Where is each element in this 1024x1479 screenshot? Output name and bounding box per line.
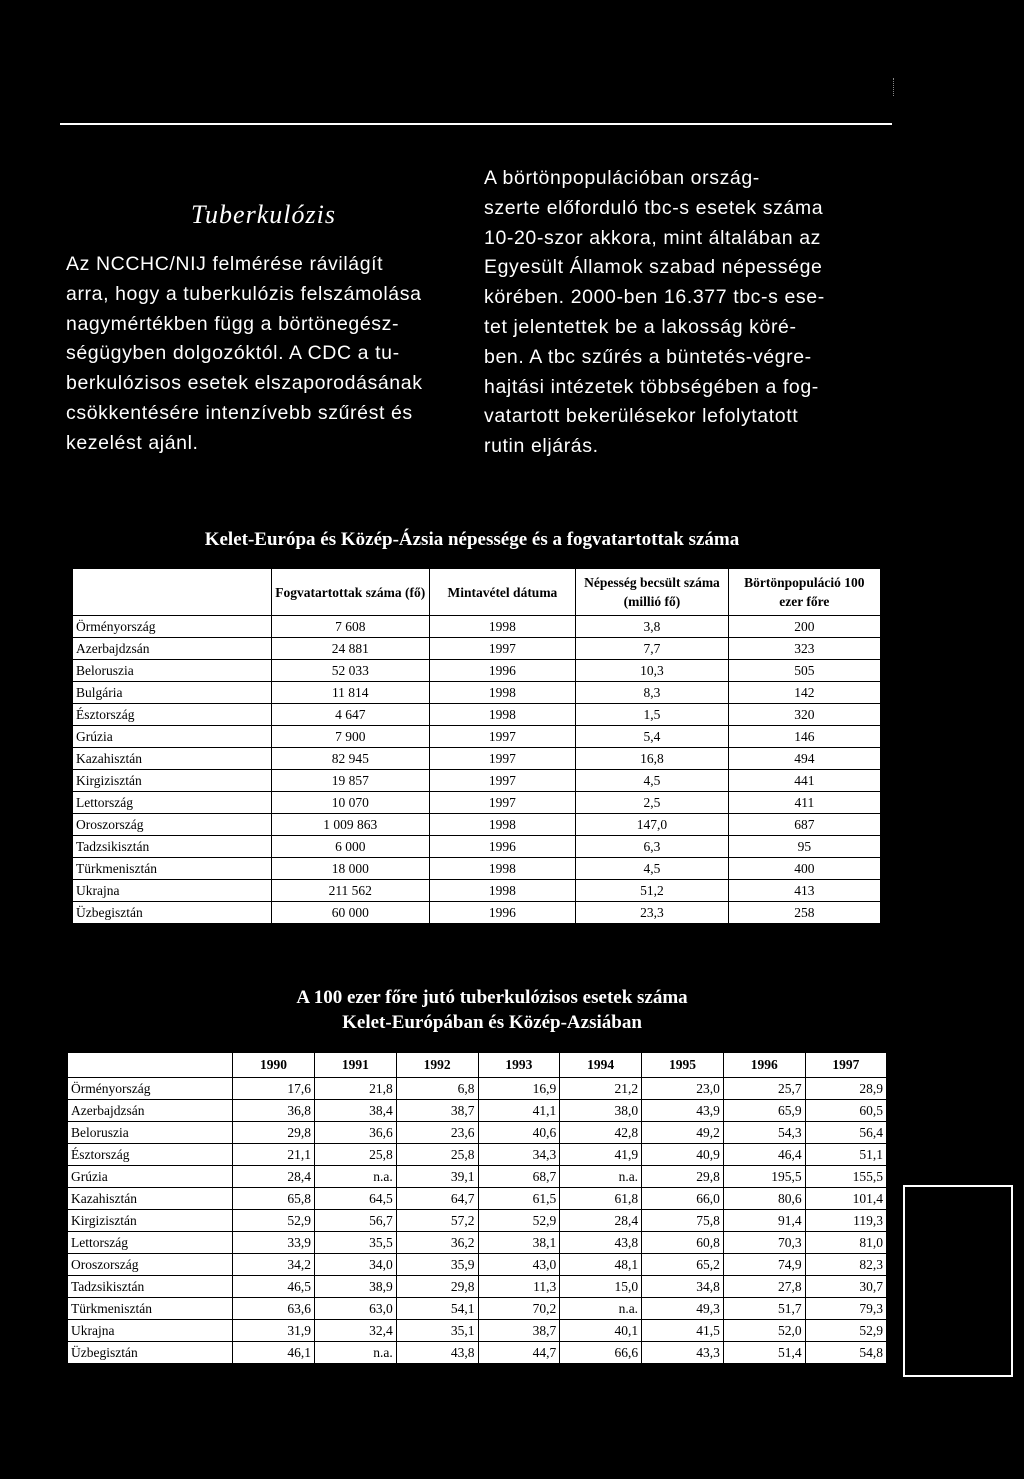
value-cell: 40,1 xyxy=(560,1320,642,1342)
value-cell: 82,3 xyxy=(805,1254,887,1276)
country-cell: Bulgária xyxy=(72,682,271,704)
table-row xyxy=(67,1210,887,1232)
value-cell: 44,7 xyxy=(478,1342,560,1365)
country-cell: Ukrajna xyxy=(72,880,271,902)
value-cell: 441 xyxy=(728,770,881,792)
value-cell: 28,4 xyxy=(560,1210,642,1232)
table-row xyxy=(72,814,881,836)
value-cell: 38,7 xyxy=(396,1100,478,1122)
value-cell: 36,2 xyxy=(396,1232,478,1254)
value-cell: 95 xyxy=(728,836,881,858)
value-cell: 7 608 xyxy=(271,616,429,638)
value-cell: 119,3 xyxy=(805,1210,887,1232)
value-cell: 38,9 xyxy=(314,1276,396,1298)
value-cell: 6 000 xyxy=(271,836,429,858)
value-cell: 411 xyxy=(728,792,881,814)
top-rule xyxy=(60,123,892,125)
table-row xyxy=(67,1276,887,1298)
value-cell: 687 xyxy=(728,814,881,836)
value-cell: 36,6 xyxy=(314,1122,396,1144)
value-cell: 56,7 xyxy=(314,1210,396,1232)
value-cell: 400 xyxy=(728,858,881,880)
country-cell: Tadzsikisztán xyxy=(72,836,271,858)
country-cell: Észtország xyxy=(67,1144,233,1166)
side-box xyxy=(903,1185,1013,1377)
country-cell: Kazahisztán xyxy=(72,748,271,770)
value-cell: 39,1 xyxy=(396,1166,478,1188)
table-row xyxy=(72,836,881,858)
value-cell: 38,4 xyxy=(314,1100,396,1122)
table-row xyxy=(67,1320,887,1342)
header-corner xyxy=(72,568,271,616)
value-cell: 41,1 xyxy=(478,1100,560,1122)
value-cell: 63,6 xyxy=(233,1298,315,1320)
value-cell: 155,5 xyxy=(805,1166,887,1188)
value-cell: 70,2 xyxy=(478,1298,560,1320)
value-cell: 35,1 xyxy=(396,1320,478,1342)
table2-title-line1: A 100 ezer főre jutó tuberkulózisos esetek száma xyxy=(296,987,688,1008)
value-cell: 1 009 863 xyxy=(271,814,429,836)
country-cell: Türkmenisztán xyxy=(67,1298,233,1320)
value-cell: 75,8 xyxy=(642,1210,724,1232)
value-cell: 1998 xyxy=(429,682,576,704)
value-cell: 1998 xyxy=(429,880,576,902)
table-row xyxy=(67,1342,887,1365)
table1-title: Kelet-Európa és Közép-Ázsia népessége és a fogvatartottak száma xyxy=(204,529,740,550)
value-cell: 81,0 xyxy=(805,1232,887,1254)
value-cell: 320 xyxy=(728,704,881,726)
value-cell: 258 xyxy=(728,902,881,925)
value-cell: 66,0 xyxy=(642,1188,724,1210)
value-cell: 38,7 xyxy=(478,1320,560,1342)
value-cell: 142 xyxy=(728,682,881,704)
value-cell: 51,7 xyxy=(723,1298,805,1320)
country-cell: Ukrajna xyxy=(67,1320,233,1342)
country-cell: Azerbajdzsán xyxy=(72,638,271,660)
value-cell: 1997 xyxy=(429,748,576,770)
table-row xyxy=(67,1298,887,1320)
value-cell: 57,2 xyxy=(396,1210,478,1232)
value-cell: 43,9 xyxy=(642,1100,724,1122)
value-cell: 51,1 xyxy=(805,1144,887,1166)
column-header: 1994 xyxy=(560,1052,642,1078)
right-column xyxy=(484,164,899,462)
value-cell: 7,7 xyxy=(576,638,729,660)
value-cell: 505 xyxy=(728,660,881,682)
column-header: 1990 xyxy=(233,1052,315,1078)
value-cell: 1996 xyxy=(429,660,576,682)
value-cell: 15,0 xyxy=(560,1276,642,1298)
value-cell: 29,8 xyxy=(396,1276,478,1298)
value-cell: 11,3 xyxy=(478,1276,560,1298)
column-header: Börtönpopuláció 100 ezer főre xyxy=(728,568,881,616)
value-cell: 48,1 xyxy=(560,1254,642,1276)
value-cell: 49,2 xyxy=(642,1122,724,1144)
value-cell: 54,8 xyxy=(805,1342,887,1365)
value-cell: 46,1 xyxy=(233,1342,315,1365)
table-row xyxy=(72,748,881,770)
table-row xyxy=(72,704,881,726)
value-cell: 16,9 xyxy=(478,1078,560,1100)
table-row xyxy=(67,1188,887,1210)
value-cell: 147,0 xyxy=(576,814,729,836)
value-cell: 1997 xyxy=(429,770,576,792)
country-cell: Kazahisztán xyxy=(67,1188,233,1210)
value-cell: 25,8 xyxy=(314,1144,396,1166)
value-cell: 64,7 xyxy=(396,1188,478,1210)
value-cell: 25,8 xyxy=(396,1144,478,1166)
country-cell: Oroszország xyxy=(67,1254,233,1276)
value-cell: 91,4 xyxy=(723,1210,805,1232)
country-cell: Örményország xyxy=(67,1078,233,1100)
value-cell: 1998 xyxy=(429,858,576,880)
value-cell: 23,0 xyxy=(642,1078,724,1100)
country-cell: Türkmenisztán xyxy=(72,858,271,880)
value-cell: 29,8 xyxy=(233,1122,315,1144)
tuberculosis-rate-table xyxy=(66,1051,888,1365)
value-cell: 46,4 xyxy=(723,1144,805,1166)
value-cell: 34,8 xyxy=(642,1276,724,1298)
value-cell: 200 xyxy=(728,616,881,638)
table-row xyxy=(67,1122,887,1144)
value-cell: n.a. xyxy=(560,1166,642,1188)
value-cell: 36,8 xyxy=(233,1100,315,1122)
column-header: 1996 xyxy=(723,1052,805,1078)
value-cell: 63,0 xyxy=(314,1298,396,1320)
value-cell: 34,2 xyxy=(233,1254,315,1276)
value-cell: 413 xyxy=(728,880,881,902)
country-cell: Észtország xyxy=(72,704,271,726)
value-cell: 1997 xyxy=(429,726,576,748)
value-cell: 80,6 xyxy=(723,1188,805,1210)
value-cell: 65,9 xyxy=(723,1100,805,1122)
value-cell: 52 033 xyxy=(271,660,429,682)
value-cell: 1998 xyxy=(429,814,576,836)
table-row xyxy=(72,726,881,748)
value-cell: 21,2 xyxy=(560,1078,642,1100)
value-cell: 5,4 xyxy=(576,726,729,748)
value-cell: 43,0 xyxy=(478,1254,560,1276)
value-cell: 28,9 xyxy=(805,1078,887,1100)
table-row xyxy=(72,770,881,792)
value-cell: 4 647 xyxy=(271,704,429,726)
value-cell: 1996 xyxy=(429,902,576,925)
section-heading: Tuberkulózis xyxy=(191,200,336,229)
value-cell: 30,7 xyxy=(805,1276,887,1298)
table-row xyxy=(67,1078,887,1100)
country-cell: Lettország xyxy=(72,792,271,814)
value-cell: 195,5 xyxy=(723,1166,805,1188)
value-cell: 323 xyxy=(728,638,881,660)
country-cell: Grúzia xyxy=(72,726,271,748)
value-cell: 34,3 xyxy=(478,1144,560,1166)
country-cell: Beloruszia xyxy=(72,660,271,682)
table-row xyxy=(72,880,881,902)
table-row xyxy=(67,1254,887,1276)
table2-title-line2: Kelet-Európában és Közép-Azsiában xyxy=(342,1012,642,1033)
value-cell: 60 000 xyxy=(271,902,429,925)
value-cell: 211 562 xyxy=(271,880,429,902)
value-cell: 1997 xyxy=(429,792,576,814)
column-header: 1995 xyxy=(642,1052,724,1078)
value-cell: 101,4 xyxy=(805,1188,887,1210)
value-cell: 52,0 xyxy=(723,1320,805,1342)
value-cell: 54,1 xyxy=(396,1298,478,1320)
margin-mark xyxy=(893,78,894,96)
value-cell: 2,5 xyxy=(576,792,729,814)
country-cell: Lettország xyxy=(67,1232,233,1254)
column-header: 1993 xyxy=(478,1052,560,1078)
value-cell: 52,9 xyxy=(233,1210,315,1232)
value-cell: n.a. xyxy=(560,1298,642,1320)
value-cell: 6,3 xyxy=(576,836,729,858)
table-row xyxy=(67,1144,887,1166)
value-cell: 35,9 xyxy=(396,1254,478,1276)
value-cell: 3,8 xyxy=(576,616,729,638)
value-cell: 7 900 xyxy=(271,726,429,748)
value-cell: n.a. xyxy=(314,1342,396,1365)
table2-title xyxy=(0,985,1004,1035)
left-paragraph: Az NCCHC/NIJ felmérése rávilágít arra, hogy a tuberkulózis felszámolása nagymértékben függ a börtönegész- ségügyben dolgozóktól. A CDC a tu- berkulózisos esetek elszaporodásának csökkentésére intenzívebb szűrést és kezelést ajánl. xyxy=(66,253,423,454)
value-cell: 60,8 xyxy=(642,1232,724,1254)
table-row xyxy=(72,682,881,704)
value-cell: 66,6 xyxy=(560,1342,642,1365)
value-cell: 43,8 xyxy=(560,1232,642,1254)
value-cell: 33,9 xyxy=(233,1232,315,1254)
country-cell: Grúzia xyxy=(67,1166,233,1188)
right-paragraph: A börtönpopulációban ország- szerte előforduló tbc-s esetek száma 10-20-szor akkora, mint általában az Egyesült Államok szabad népessége körében. 2000-ben 16.377 tbc-s ese- tet jelentettek be a lakosság köré- ben. A tbc szűrés a büntetés-végre- hajtási intézetek többségében a fog- vatartott bekerülésekor lefolytatott rutin eljárás. xyxy=(484,167,825,458)
country-cell: Örményország xyxy=(72,616,271,638)
table-row xyxy=(72,858,881,880)
column-header: 1992 xyxy=(396,1052,478,1078)
value-cell: 51,4 xyxy=(723,1342,805,1365)
country-cell: Beloruszia xyxy=(67,1122,233,1144)
value-cell: 1996 xyxy=(429,836,576,858)
value-cell: 82 945 xyxy=(271,748,429,770)
value-cell: 35,5 xyxy=(314,1232,396,1254)
value-cell: 1998 xyxy=(429,616,576,638)
value-cell: 61,8 xyxy=(560,1188,642,1210)
value-cell: 18 000 xyxy=(271,858,429,880)
column-header: Fogvatartottak száma (fő) xyxy=(271,568,429,616)
country-cell: Azerbajdzsán xyxy=(67,1100,233,1122)
value-cell: 64,5 xyxy=(314,1188,396,1210)
column-header: Népesség becsült száma (millió fő) xyxy=(576,568,729,616)
value-cell: 23,3 xyxy=(576,902,729,925)
value-cell: 146 xyxy=(728,726,881,748)
value-cell: 24 881 xyxy=(271,638,429,660)
value-cell: 21,8 xyxy=(314,1078,396,1100)
value-cell: 16,8 xyxy=(576,748,729,770)
value-cell: 27,8 xyxy=(723,1276,805,1298)
value-cell: 41,9 xyxy=(560,1144,642,1166)
table-row xyxy=(67,1166,887,1188)
value-cell: 32,4 xyxy=(314,1320,396,1342)
value-cell: 4,5 xyxy=(576,770,729,792)
value-cell: 1,5 xyxy=(576,704,729,726)
value-cell: 46,5 xyxy=(233,1276,315,1298)
value-cell: 65,8 xyxy=(233,1188,315,1210)
value-cell: 29,8 xyxy=(642,1166,724,1188)
value-cell: 25,7 xyxy=(723,1078,805,1100)
value-cell: 4,5 xyxy=(576,858,729,880)
value-cell: 1997 xyxy=(429,638,576,660)
value-cell: 31,9 xyxy=(233,1320,315,1342)
value-cell: 6,8 xyxy=(396,1078,478,1100)
column-header: 1997 xyxy=(805,1052,887,1078)
value-cell: 61,5 xyxy=(478,1188,560,1210)
table-row xyxy=(67,1100,887,1122)
value-cell: 43,8 xyxy=(396,1342,478,1365)
value-cell: 49,3 xyxy=(642,1298,724,1320)
value-cell: 56,4 xyxy=(805,1122,887,1144)
left-column xyxy=(66,200,461,459)
value-cell: 38,0 xyxy=(560,1100,642,1122)
value-cell: 54,3 xyxy=(723,1122,805,1144)
value-cell: 42,8 xyxy=(560,1122,642,1144)
value-cell: 494 xyxy=(728,748,881,770)
table-row xyxy=(72,638,881,660)
value-cell: 43,3 xyxy=(642,1342,724,1365)
value-cell: 19 857 xyxy=(271,770,429,792)
country-cell: Kirgizisztán xyxy=(72,770,271,792)
table-row xyxy=(72,660,881,682)
value-cell: 51,2 xyxy=(576,880,729,902)
value-cell: 1998 xyxy=(429,704,576,726)
value-cell: 38,1 xyxy=(478,1232,560,1254)
value-cell: 65,2 xyxy=(642,1254,724,1276)
value-cell: 68,7 xyxy=(478,1166,560,1188)
value-cell: 40,9 xyxy=(642,1144,724,1166)
value-cell: 74,9 xyxy=(723,1254,805,1276)
table-row xyxy=(67,1232,887,1254)
header-corner xyxy=(67,1052,233,1078)
value-cell: 21,1 xyxy=(233,1144,315,1166)
table-row xyxy=(72,616,881,638)
value-cell: 34,0 xyxy=(314,1254,396,1276)
value-cell: 11 814 xyxy=(271,682,429,704)
value-cell: 41,5 xyxy=(642,1320,724,1342)
country-cell: Oroszország xyxy=(72,814,271,836)
value-cell: n.a. xyxy=(314,1166,396,1188)
country-cell: Kirgizisztán xyxy=(67,1210,233,1232)
country-cell: Tadzsikisztán xyxy=(67,1276,233,1298)
country-cell: Üzbegisztán xyxy=(72,902,271,925)
value-cell: 52,9 xyxy=(478,1210,560,1232)
value-cell: 40,6 xyxy=(478,1122,560,1144)
column-header: Mintavétel dátuma xyxy=(429,568,576,616)
table-row xyxy=(72,902,881,925)
column-header: 1991 xyxy=(314,1052,396,1078)
country-cell: Üzbegisztán xyxy=(67,1342,233,1365)
value-cell: 52,9 xyxy=(805,1320,887,1342)
value-cell: 8,3 xyxy=(576,682,729,704)
table-row xyxy=(72,792,881,814)
value-cell: 23,6 xyxy=(396,1122,478,1144)
value-cell: 10,3 xyxy=(576,660,729,682)
value-cell: 79,3 xyxy=(805,1298,887,1320)
value-cell: 17,6 xyxy=(233,1078,315,1100)
value-cell: 28,4 xyxy=(233,1166,315,1188)
prison-population-table xyxy=(71,567,882,925)
value-cell: 10 070 xyxy=(271,792,429,814)
value-cell: 60,5 xyxy=(805,1100,887,1122)
value-cell: 70,3 xyxy=(723,1232,805,1254)
